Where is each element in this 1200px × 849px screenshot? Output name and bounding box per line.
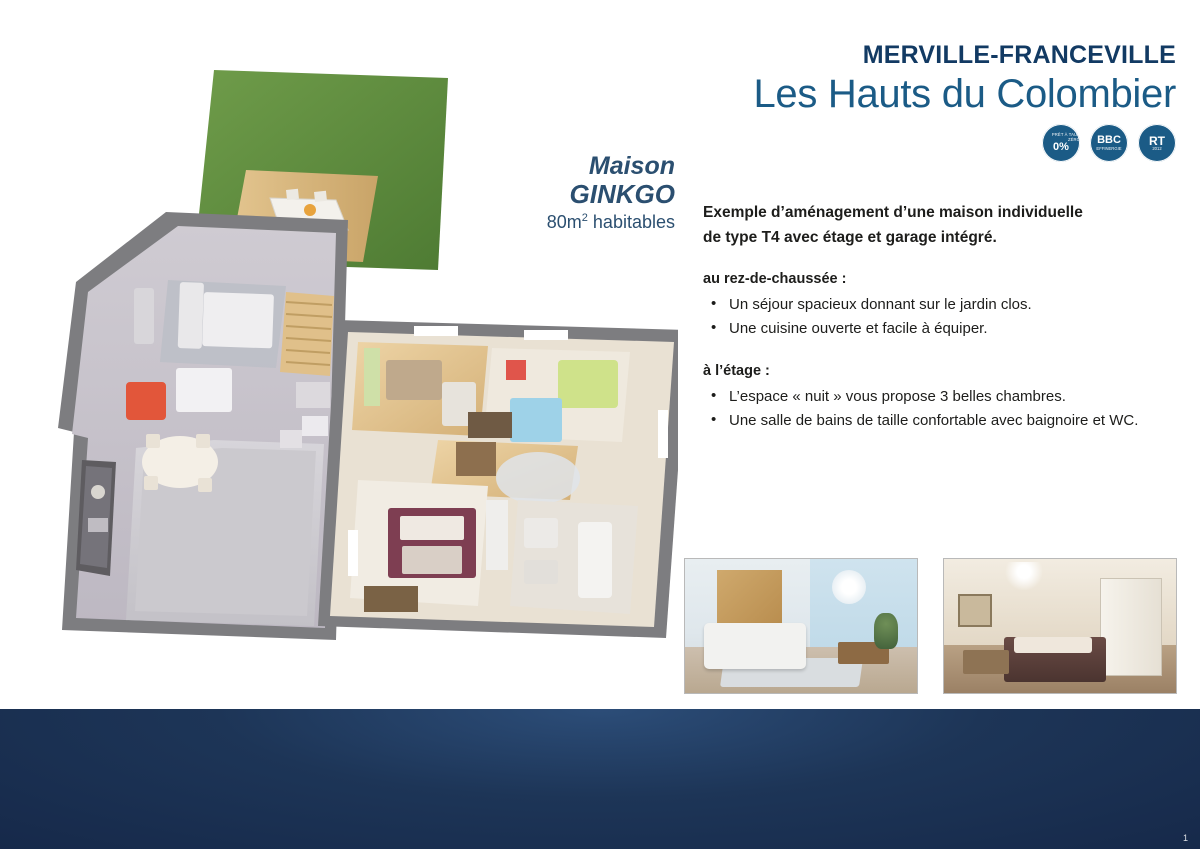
- footer-band: [0, 709, 1200, 849]
- list-item: • Une salle de bains de taille confortable avec baignoire et WC.: [703, 409, 1178, 432]
- photo-pendant-lamp: [832, 570, 866, 604]
- house-kicker: Maison: [588, 152, 675, 180]
- house-surface-exponent: 2: [581, 212, 588, 225]
- section-title-upper-floor: à l’étage :: [703, 363, 770, 380]
- section-list-upper-floor: [703, 385, 1178, 433]
- house-surface-suffix: habitables: [587, 212, 675, 233]
- badge-main-text: BBC: [1097, 134, 1121, 147]
- program-city: MERVILLE-FRANCEVILLE: [862, 41, 1176, 69]
- green-bed: [558, 360, 618, 408]
- program-name: Les Hauts du Colombier: [753, 71, 1176, 116]
- upper-floor-plan: [318, 320, 678, 638]
- bbc-effinergie-badge: [1090, 124, 1128, 162]
- ground-floor-plan: [58, 212, 348, 640]
- badge-sub-text: EFFINERGIE: [1096, 145, 1122, 151]
- house-surface: [430, 212, 675, 233]
- badge-main-text: 0%: [1053, 140, 1069, 153]
- pret-taux-zero-badge: [1042, 124, 1080, 162]
- section-list-ground-floor: [703, 293, 1178, 341]
- list-item: • Un séjour spacieux donnant sur le jardin clos.: [703, 293, 1178, 316]
- rt-2012-badge: [1138, 124, 1176, 162]
- list-item: • L’espace « nuit » vous propose 3 belles chambres.: [703, 385, 1178, 408]
- house-surface-value: 80m: [546, 212, 582, 233]
- photo-sofa: [704, 623, 806, 669]
- badge-top-text: PRÊT À TAUX ZÉRO: [1051, 132, 1080, 142]
- page-number: 1: [1182, 833, 1188, 843]
- certification-badges: [616, 124, 1176, 162]
- photo-bedroom: [943, 558, 1177, 694]
- photo-picture-frame: [958, 594, 992, 627]
- house-model: GINKGO: [569, 179, 675, 209]
- badge-sub-text: 2012: [1152, 146, 1162, 152]
- lead-paragraph: [703, 200, 1178, 250]
- brand-header: [616, 42, 1176, 162]
- plant-row: [364, 348, 380, 406]
- staircase-ground: [280, 292, 334, 376]
- photo-pillows: [1014, 637, 1093, 653]
- lead-line-1: Exemple d’aménagement d’une maison individuelle: [703, 204, 1083, 221]
- photo-living-room: [684, 558, 918, 694]
- house-label: [430, 152, 675, 233]
- bathtub: [578, 522, 612, 598]
- photo-door: [1100, 578, 1162, 676]
- photo-staircase: [717, 570, 782, 632]
- photo-chandelier: [1004, 562, 1044, 590]
- red-armchair: [126, 382, 166, 420]
- badge-main-text: RT: [1149, 133, 1165, 148]
- list-item: • Une cuisine ouverte et facile à équiper.: [703, 317, 1178, 340]
- photo-gallery: [684, 558, 1177, 694]
- section-title-ground-floor: au rez-de-chaussée :: [703, 271, 847, 288]
- description-copy: [703, 200, 1178, 452]
- photo-plant: [874, 613, 898, 649]
- floor-plan-illustration: [18, 30, 678, 700]
- lead-line-2: de type T4 avec étage et garage intégré.: [703, 229, 997, 247]
- photo-bench: [963, 650, 1009, 674]
